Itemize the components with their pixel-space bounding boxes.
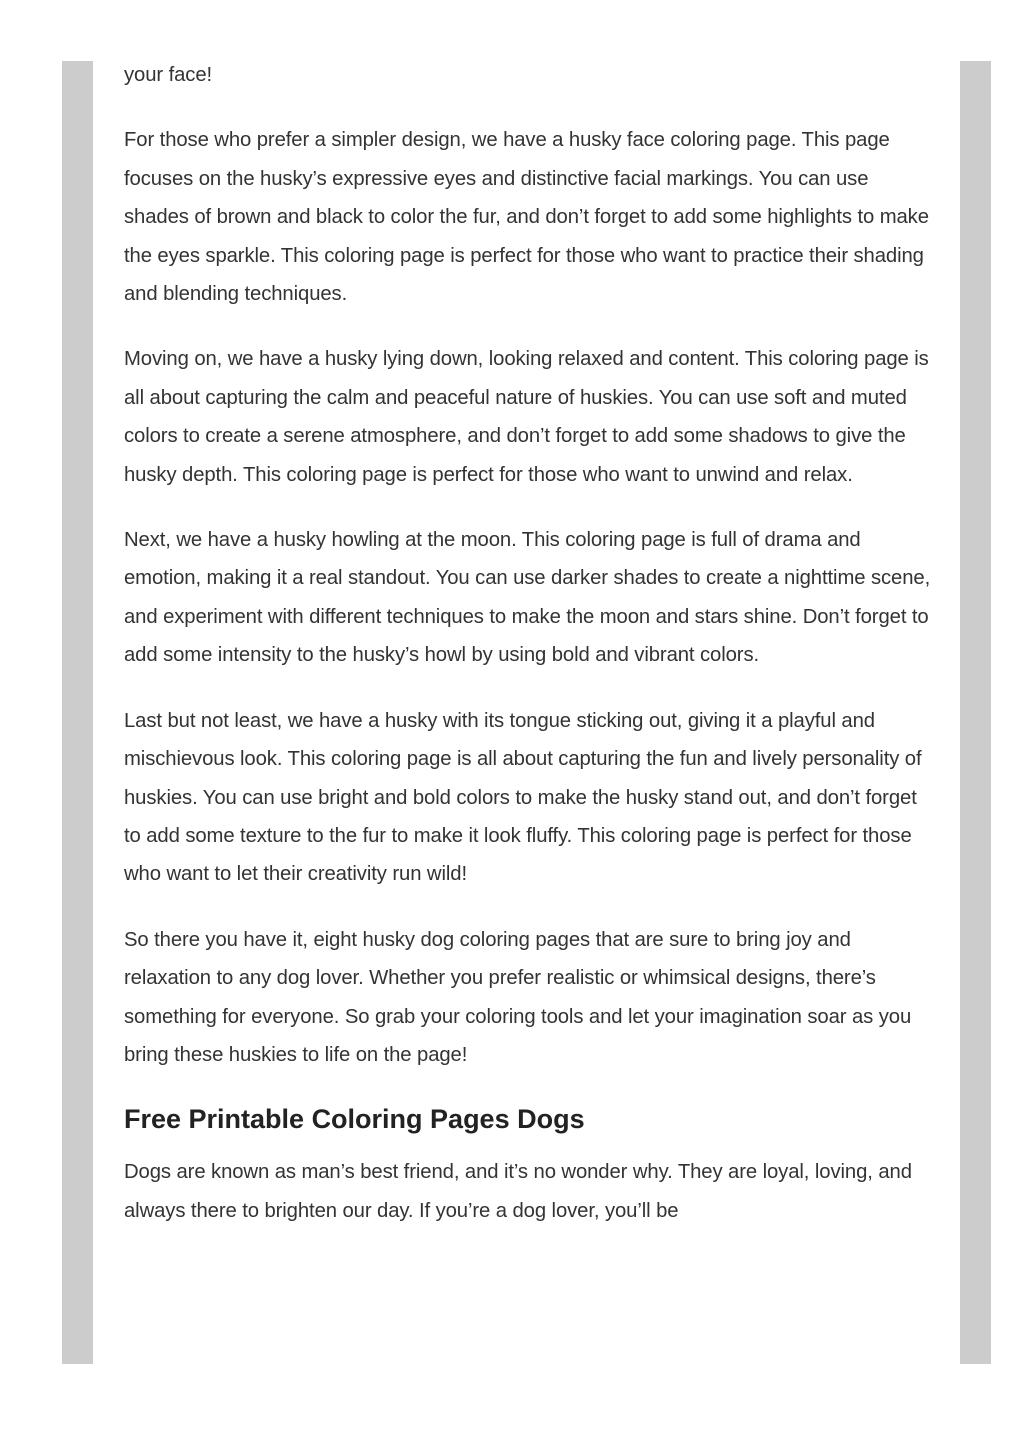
left-margin-bar: [62, 61, 93, 1364]
article-paragraph: So there you have it, eight husky dog coloring pages that are sure to bring joy and relaxation to any dog lover. Whether you prefer realistic or whimsical designs, there’s something for everyone. So grab your coloring tools and let your imagination soar as you bring these huskies to life on the page!: [124, 928, 912, 1066]
article-paragraph: Moving on, we have a husky lying down, looking relaxed and content. This coloring page is all about capturing the calm and peaceful nature of huskies. You can use soft and muted colors to create a serene atmosphere, and don’t forget to add some shadows to give the husky depth. This coloring page is perfect for those who want to unwind and relax.: [124, 348, 929, 486]
article-paragraph: Next, we have a husky howling at the moon. This coloring page is full of drama and emotion, making it a real standout. You can use darker shades to create a nighttime scene, and experiment with different techniques to make the moon and stars shine. Don’t forget to add some intensity to the husky’s howl by using bold and vibrant colors.: [124, 529, 931, 667]
article-paragraph: Last but not least, we have a husky with its tongue sticking out, giving it a playful and mischievous look. This coloring page is all about capturing the fun and lively personality of huskies. You can use bright and bold colors to make the husky stand out, and don’t forget to add some texture to the fur to make it look fluffy. This coloring page is perfect for those who want to let their creativity run wild!: [124, 709, 922, 886]
article-paragraph: your face!: [124, 64, 213, 86]
right-margin-bar: [960, 61, 991, 1364]
article-body: [124, 56, 936, 1230]
article-paragraph: Dogs are known as man’s best friend, and it’s no wonder why. They are loyal, loving, and always there to brighten our day. If you’re a dog lover, you’ll be: [124, 1161, 912, 1222]
article-paragraph: For those who prefer a simpler design, we have a husky face coloring page. This page focuses on the husky’s expressive eyes and distinctive facial markings. You can use shades of brown and black to color the fur, and don’t forget to add some highlights to make the eyes sparkle. This coloring page is perfect for those who want to practice their shading and blending techniques.: [124, 129, 929, 306]
section-heading: Free Printable Coloring Pages Dogs: [124, 1104, 585, 1135]
